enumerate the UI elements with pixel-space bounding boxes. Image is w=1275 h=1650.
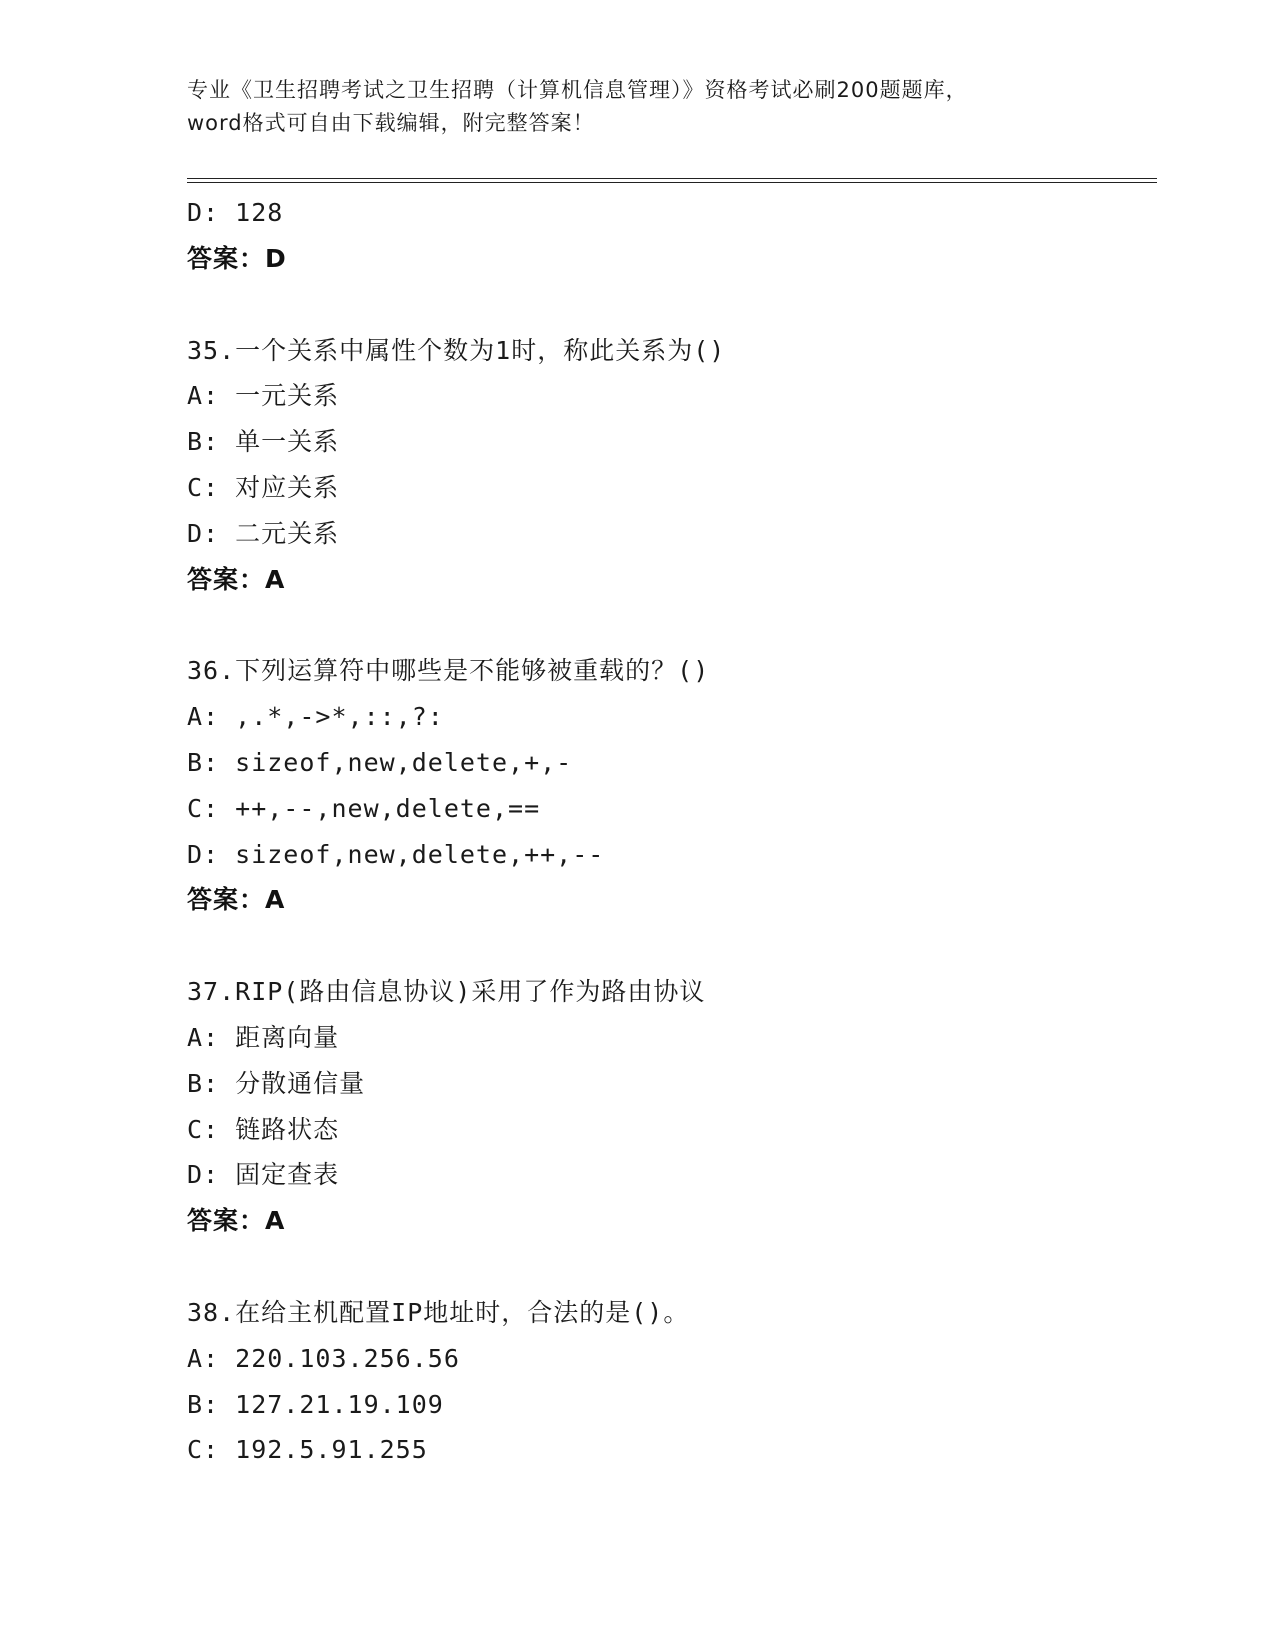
option-d: D: sizeof,new,delete,++,-- [187, 839, 605, 869]
question-38 [187, 1290, 1157, 1473]
page-header [187, 74, 1087, 140]
prev-answer: 答案：D [187, 243, 287, 273]
spacer [187, 1244, 1157, 1290]
option-b: B: sizeof,new,delete,+,- [187, 747, 573, 777]
option-c: C: 对应关系 [187, 472, 340, 502]
answer: 答案：A [187, 564, 286, 594]
answer: 答案：A [187, 885, 286, 915]
option-c: C: ++,--,new,delete,== [187, 793, 541, 823]
prev-option-d: D: 128 [187, 198, 284, 227]
option-c: C: 链路状态 [187, 1114, 340, 1144]
header-line-1: 专业《卫生招聘考试之卫生招聘（计算机信息管理）》资格考试必刷200题题库， [187, 78, 968, 102]
option-d: D: 二元关系 [187, 518, 340, 548]
question-stem: 36.下列运算符中哪些是不能够被重载的？() [187, 656, 710, 686]
question-36 [187, 648, 1157, 923]
question-35 [187, 328, 1157, 603]
header-divider [187, 178, 1157, 183]
question-content [187, 190, 1157, 1473]
option-c: C: 192.5.91.255 [187, 1435, 428, 1465]
option-b: B: 127.21.19.109 [187, 1389, 444, 1419]
spacer [187, 602, 1157, 648]
spacer [187, 923, 1157, 969]
option-b: B: 单一关系 [187, 427, 340, 457]
question-37 [187, 969, 1157, 1244]
spacer [187, 282, 1157, 328]
answer: 答案：A [187, 1206, 286, 1236]
option-a: A: 距离向量 [187, 1022, 340, 1052]
option-a: A: 一元关系 [187, 381, 340, 411]
option-a: A: ,.*,->*,::,?: [187, 702, 444, 732]
option-a: A: 220.103.256.56 [187, 1343, 460, 1373]
question-stem: 38.在给主机配置IP地址时，合法的是()。 [187, 1297, 690, 1327]
option-b: B: 分散通信量 [187, 1068, 366, 1098]
question-stem: 35.一个关系中属性个数为1时，称此关系为() [187, 335, 726, 365]
option-d: D: 固定查表 [187, 1160, 340, 1190]
header-line-2: word格式可自由下载编辑，附完整答案！ [187, 111, 595, 135]
question-stem: 37.RIP(路由信息协议)采用了作为路由协议 [187, 977, 706, 1007]
